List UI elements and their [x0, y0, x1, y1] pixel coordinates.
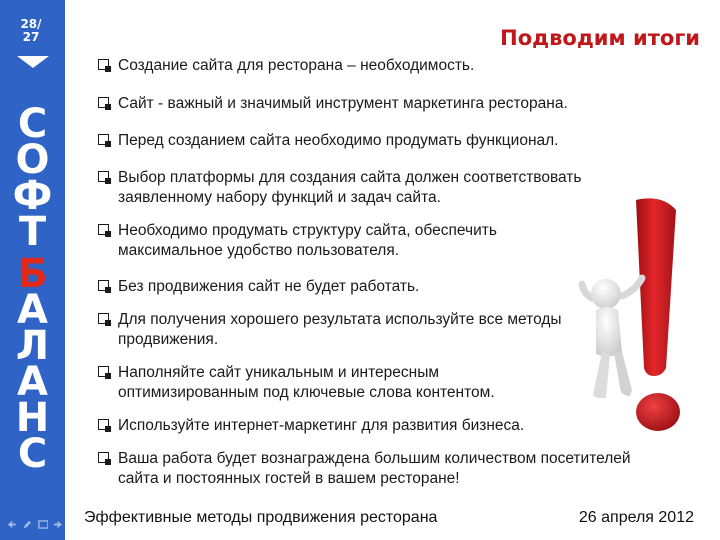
bullet-marker-icon	[98, 280, 109, 291]
brand-logo	[0, 101, 65, 500]
list-item	[96, 221, 588, 261]
list-item	[96, 131, 676, 151]
bullet-marker-icon	[98, 224, 109, 235]
bullet-marker-icon	[98, 97, 109, 108]
page-number-line2: 27	[22, 30, 40, 44]
bullet-marker-icon	[98, 419, 109, 430]
brand-letter: Н	[15, 395, 50, 441]
next-arrow-icon[interactable]	[53, 519, 64, 530]
page-number	[6, 18, 56, 44]
bullet-text: Используйте интернет-маркетинг для развития бизнеса.	[118, 417, 525, 434]
brand-letter: А	[17, 359, 48, 405]
bullet-text: Выбор платформы для создания сайта должен соответствовать заявленному набору функций и задач сайта.	[118, 169, 582, 206]
footer-date: 26 апреля 2012	[578, 509, 694, 526]
brand-letter: С	[17, 101, 48, 147]
bullet-text: Ваша работа будет вознаграждена большим количеством посетителей сайта и постоянных гостей в вашем ресторане!	[118, 450, 631, 487]
list-item	[96, 56, 676, 76]
prev-arrow-icon[interactable]	[6, 519, 17, 530]
brand-letter: А	[17, 287, 48, 333]
bullet-marker-icon	[98, 313, 109, 324]
list-item	[96, 449, 663, 489]
slide-menu-icon[interactable]	[38, 519, 49, 530]
list-item	[96, 277, 676, 297]
bullet-list	[96, 56, 676, 489]
brand-letter: Б	[17, 251, 48, 297]
page-number-line1: 28/	[20, 17, 42, 31]
brand-letter: С	[17, 431, 48, 477]
bullet-text: Без продвижения сайт не будет работать.	[118, 278, 420, 295]
brand-letter: Ф	[12, 173, 53, 219]
bullet-text: Сайт - важный и значимый инструмент маркетинга ресторана.	[118, 95, 568, 112]
list-item	[96, 94, 676, 114]
slide-title: Подводим итоги	[500, 26, 700, 50]
bullet-marker-icon	[98, 366, 109, 377]
list-item	[96, 310, 568, 350]
down-arrow-icon	[17, 56, 49, 68]
pen-icon[interactable]	[22, 519, 33, 530]
bullet-text: Наполняйте сайт уникальным и интересным оптимизированным под ключевые слова контентом.	[118, 364, 495, 401]
bullet-marker-icon	[98, 59, 109, 70]
bullet-marker-icon	[98, 134, 109, 145]
bullet-text: Создание сайта для ресторана – необходимость.	[118, 57, 475, 74]
sidebar	[0, 0, 65, 540]
bullet-marker-icon	[98, 452, 109, 463]
brand-letter: Л	[15, 323, 50, 369]
brand-letter: О	[15, 137, 50, 183]
list-item	[96, 168, 658, 208]
bullet-marker-icon	[98, 171, 109, 182]
footer-title: Эффективные методы продвижения ресторана	[84, 509, 438, 526]
bullet-text: Для получения хорошего результата используйте все методы продвижения.	[118, 311, 562, 348]
list-item	[96, 416, 676, 436]
bullet-text: Перед созданием сайта необходимо продумать функционал.	[118, 132, 559, 149]
list-item	[96, 363, 578, 403]
brand-letter: Т	[18, 209, 47, 255]
bullet-text: Необходимо продумать структуру сайта, обеспечить максимальное удобство пользователя.	[118, 222, 497, 259]
slide-navigation	[6, 517, 64, 531]
